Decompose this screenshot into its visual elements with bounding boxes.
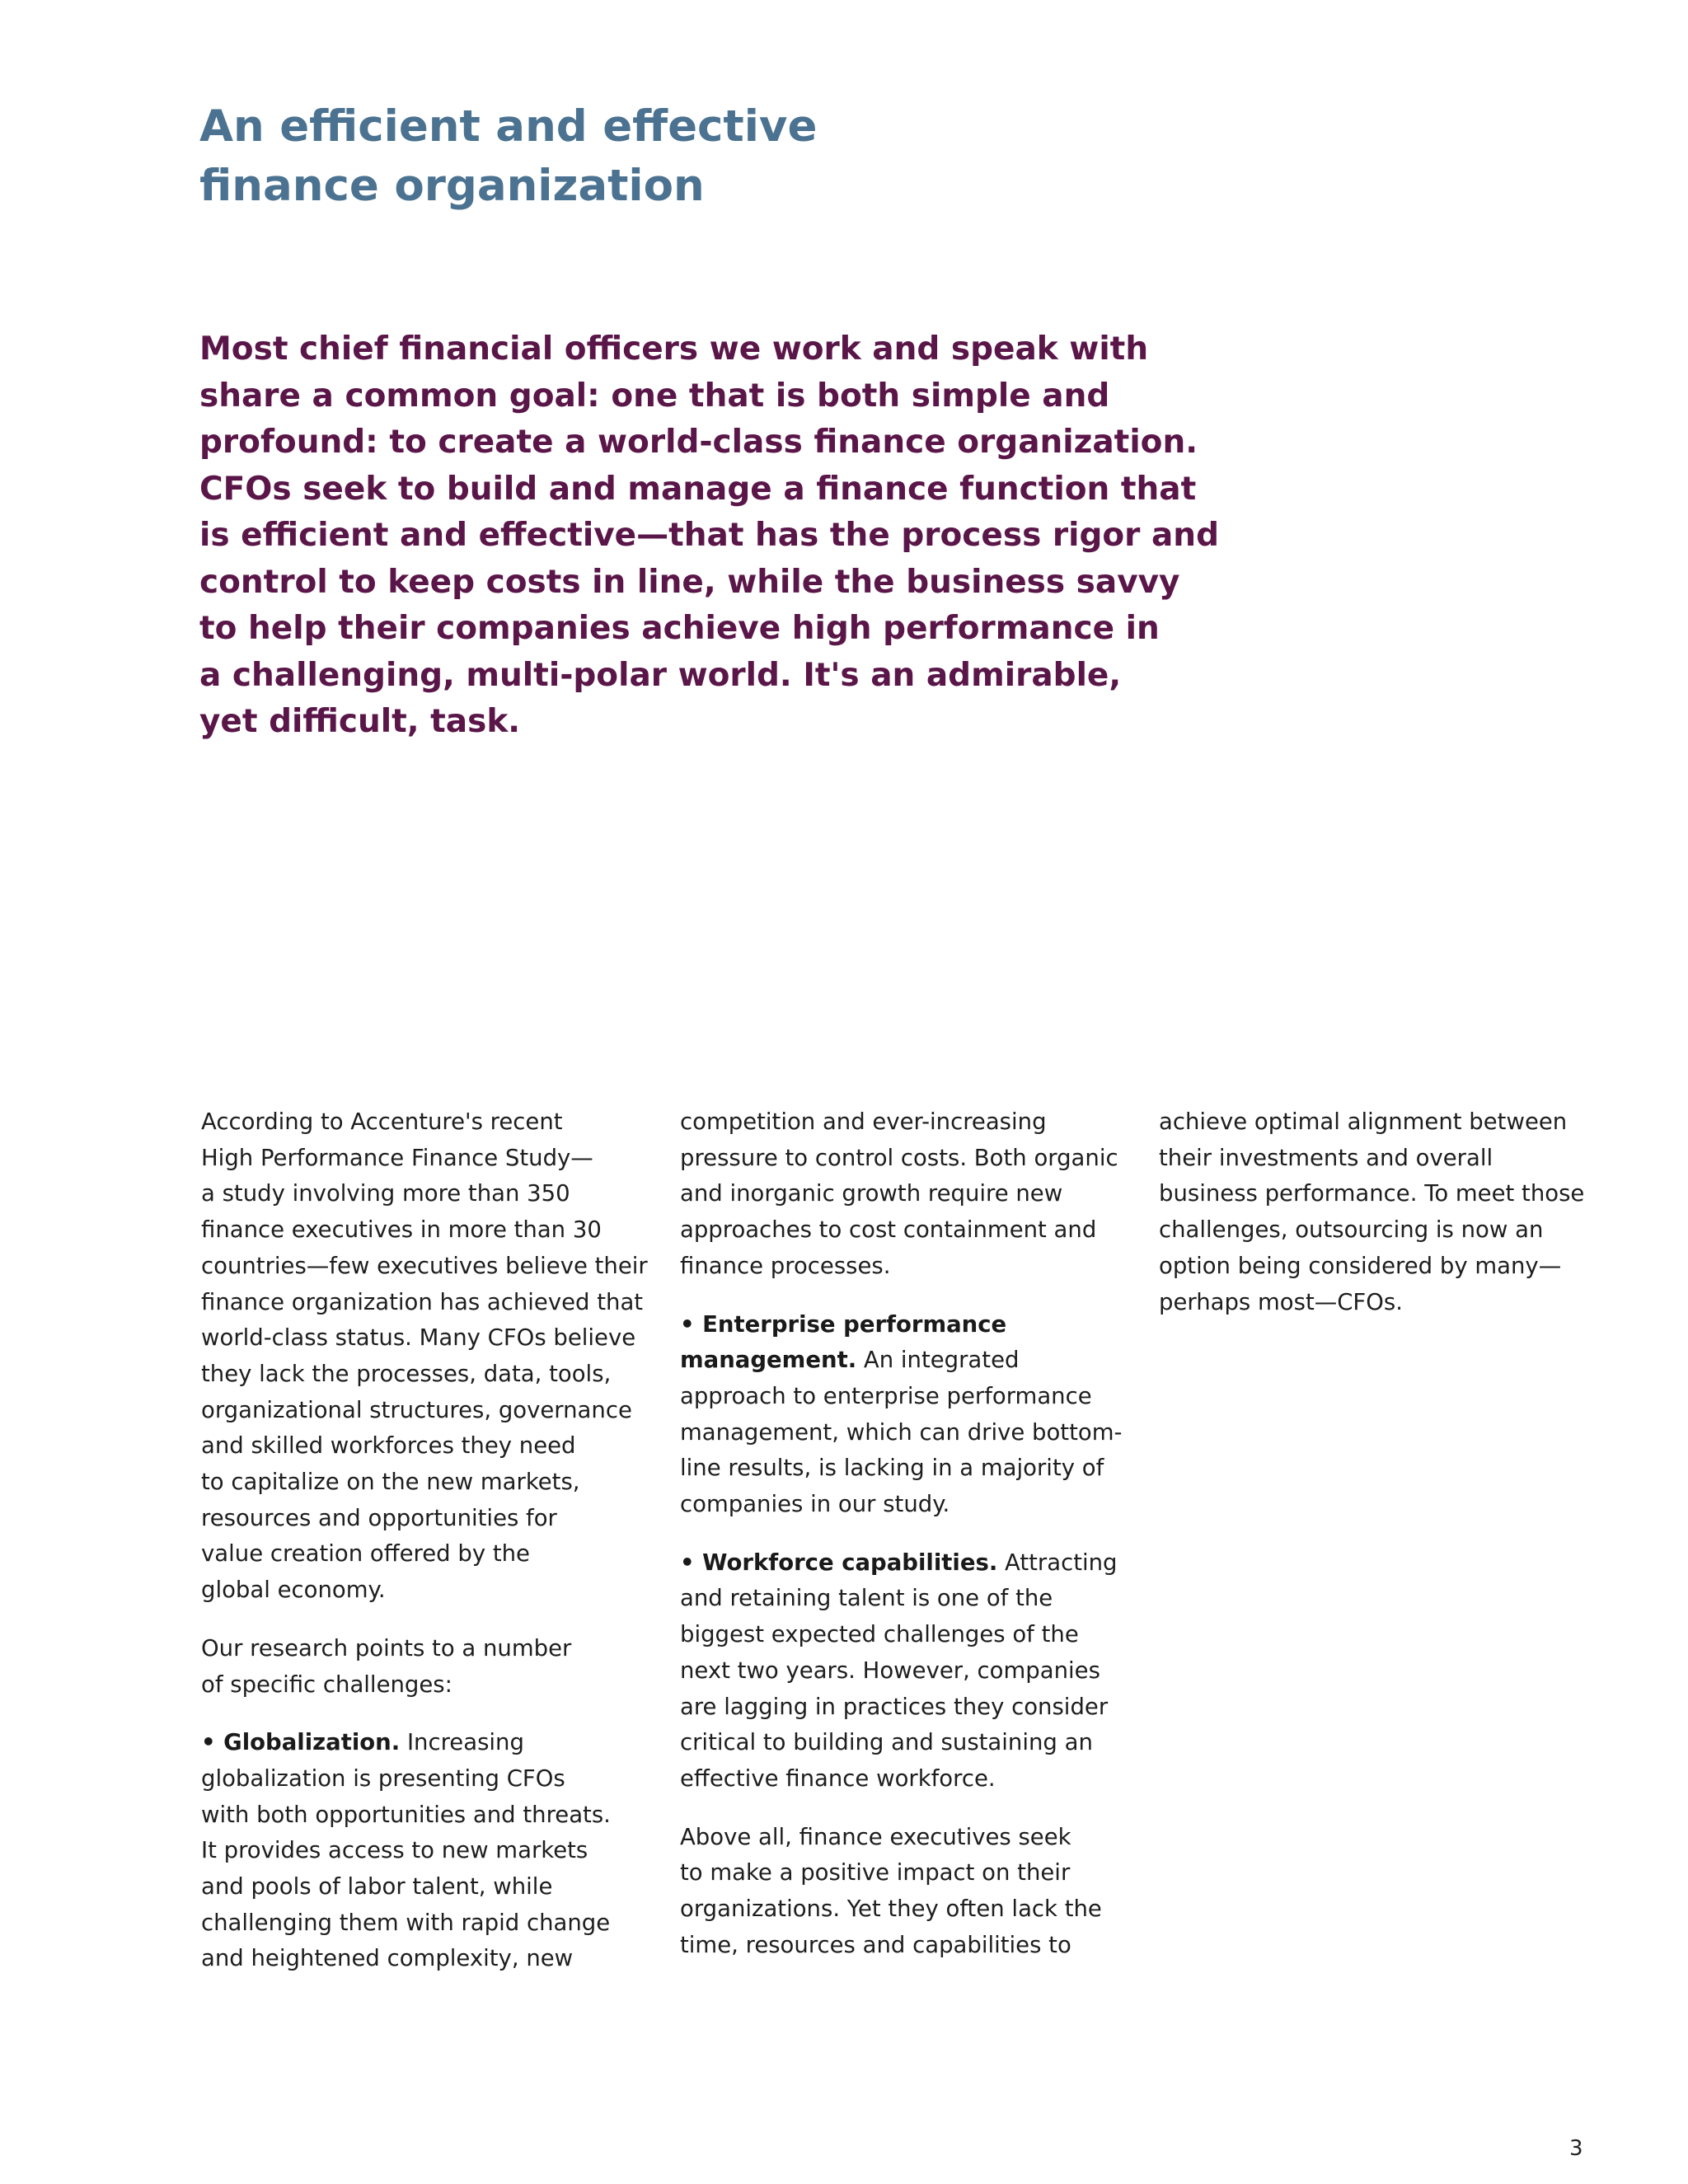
bullet-heading: • Workforce capabilities. [680, 1549, 998, 1576]
bullet-workforce-capabilities [680, 1545, 1125, 1797]
body-line: Our research points to a number [201, 1634, 572, 1661]
title-line: finance organization [199, 161, 705, 211]
bullet-globalization [201, 1725, 646, 1977]
body-line: globalization is presenting CFOs [201, 1765, 565, 1792]
intro-line: is efficient and effective—that has the process rigor and [199, 517, 1219, 554]
body-line: effective finance workforce. [680, 1765, 996, 1792]
body-line: approaches to cost containment and [680, 1216, 1097, 1244]
body-line: their investments and overall [1159, 1144, 1493, 1171]
intro-line: share a common goal: one that is both simple and [199, 377, 1110, 415]
body-line: competition and ever-increasing [680, 1108, 1047, 1135]
intro-line: Most chief financial officers we work and speak with [199, 330, 1149, 368]
body-line: they lack the processes, data, tools, [201, 1360, 612, 1387]
body-line: option being considered by many— [1159, 1252, 1562, 1279]
body-line: It provides access to new markets [201, 1837, 588, 1864]
page-number: 3 [1569, 2136, 1583, 2161]
body-line: resources and opportunities for [201, 1504, 557, 1531]
intro-line: profound: to create a world-class finance organization. [199, 424, 1198, 461]
body-line [680, 1343, 1125, 1379]
body-paragraph [201, 1631, 646, 1703]
body-paragraph [680, 1820, 1125, 1964]
body-line: time, resources and capabilities to [680, 1931, 1071, 1958]
bullet-heading: • Enterprise performance [680, 1310, 1007, 1338]
body-paragraph [1159, 1104, 1604, 1320]
body-line: and retaining talent is one of the [680, 1585, 1053, 1612]
intro-line: CFOs seek to build and manage a finance function that [199, 470, 1197, 508]
body-line: are lagging in practices they consider [680, 1693, 1109, 1720]
intro-paragraph [199, 326, 1219, 746]
bullet-enterprise-performance [680, 1307, 1125, 1523]
body-line: and inorganic growth require new [680, 1180, 1063, 1207]
intro-line: yet difficult, task. [199, 703, 521, 740]
body-line: Above all, finance executives seek [680, 1823, 1071, 1850]
body-line [201, 1725, 646, 1761]
body-line: of specific challenges: [201, 1671, 452, 1698]
body-paragraph [680, 1104, 1125, 1285]
body-line: High Performance Finance Study— [201, 1144, 593, 1171]
body-line: and pools of labor talent, while [201, 1873, 553, 1900]
body-paragraph [201, 1104, 646, 1609]
intro-line: control to keep costs in line, while the business savvy [199, 563, 1180, 601]
body-line: organizational structures, governance [201, 1396, 632, 1423]
body-line: countries—few executives believe their [201, 1252, 648, 1279]
body-line: challenges, outsourcing is now an [1159, 1216, 1544, 1244]
body-text: Attracting [997, 1549, 1118, 1576]
body-line: value creation offered by the [201, 1540, 530, 1568]
body-line: achieve optimal alignment between [1159, 1108, 1568, 1135]
body-line: with both opportunities and threats. [201, 1801, 611, 1828]
body-line: finance organization has achieved that [201, 1288, 644, 1315]
body-line: pressure to control costs. Both organic [680, 1144, 1118, 1171]
body-line: management, which can drive bottom- [680, 1418, 1123, 1446]
body-line: biggest expected challenges of the [680, 1621, 1079, 1648]
body-line: finance processes. [680, 1252, 891, 1279]
body-line: to make a positive impact on their [680, 1859, 1071, 1886]
body-line [680, 1307, 1125, 1343]
body-text: Increasing [400, 1729, 524, 1756]
title-line: An efficient and effective [199, 101, 818, 152]
bullet-heading: management. [680, 1347, 857, 1374]
body-line: and heightened complexity, new [201, 1945, 574, 1972]
body-line: global economy. [201, 1577, 386, 1604]
body-line: According to Accenture's recent [201, 1108, 563, 1135]
body-line: challenging them with rapid change [201, 1909, 611, 1936]
body-line [680, 1545, 1125, 1582]
bullet-heading: • Globalization. [201, 1729, 401, 1756]
body-line: business performance. To meet those [1159, 1180, 1585, 1207]
body-line: critical to building and sustaining an [680, 1729, 1093, 1756]
intro-line: a challenging, multi-polar world. It's an admirable, [199, 656, 1122, 694]
body-line: finance executives in more than 30 [201, 1216, 602, 1244]
body-line: world-class status. Many CFOs believe [201, 1324, 636, 1352]
intro-line: to help their companies achieve high performance in [199, 610, 1160, 647]
body-line: approach to enterprise performance [680, 1382, 1092, 1409]
body-line: line results, is lacking in a majority of [680, 1455, 1104, 1482]
page-title [199, 97, 1024, 216]
body-text: An integrated [856, 1347, 1020, 1374]
body-line: next two years. However, companies [680, 1657, 1100, 1684]
body-line: companies in our study. [680, 1491, 950, 1518]
body-line: a study involving more than 350 [201, 1180, 570, 1207]
body-column-1 [201, 1104, 646, 1999]
body-column-2 [680, 1104, 1125, 1985]
body-line: and skilled workforces they need [201, 1432, 576, 1460]
body-line: to capitalize on the new markets, [201, 1469, 580, 1496]
body-column-3 [1159, 1104, 1604, 1343]
body-line: organizations. Yet they often lack the [680, 1896, 1102, 1923]
body-line: perhaps most—CFOs. [1159, 1288, 1403, 1315]
